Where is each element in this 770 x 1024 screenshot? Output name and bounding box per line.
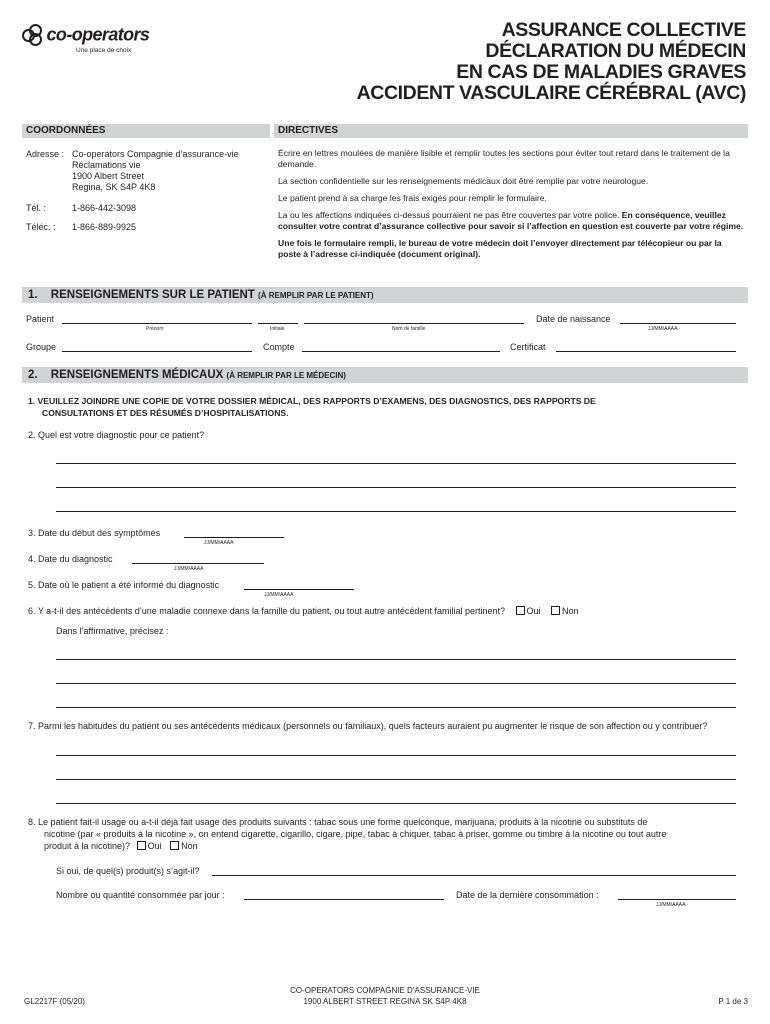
directives-header-text: DIRECTIVES (278, 125, 339, 136)
q8d-text: Si oui, de quel(s) produit(s) s’agit-il? (56, 866, 200, 876)
groupe-field[interactable] (62, 351, 252, 352)
q2-answer-line[interactable] (56, 463, 736, 464)
address-line: Réclamations vie (72, 160, 141, 170)
tel-value: 1-866-442-3098 (72, 203, 137, 213)
address-line: Co-operators Compagnie d’assurance-vie (72, 149, 239, 159)
q7-answer-line[interactable] (56, 755, 736, 756)
footer-street: 1900 ALBERT STREET REGINA SK S4P 4K8 (303, 997, 467, 1006)
title-line-1: ASSURANCE COLLECTIVE (501, 19, 746, 41)
prenom-hint: Prénom (146, 326, 164, 332)
section-2-number: 2. (28, 369, 38, 381)
q6-text (28, 606, 579, 616)
prenom-field[interactable] (62, 323, 252, 324)
directive-p4a: La ou les affections indiquées ci-dessus pourraient ne pas être couvertes par votre police. (278, 210, 620, 220)
q6-answer-line[interactable] (56, 683, 736, 684)
q2-text: 2. Quel est votre diagnostic pour ce patient? (28, 430, 205, 440)
address-block (72, 149, 239, 193)
q4-date-hint: JJ/MM/AAAA (174, 566, 204, 572)
q3-date-field[interactable] (184, 537, 284, 538)
q8e-answer-field[interactable] (244, 899, 444, 900)
tel-label: Tél. : (26, 203, 47, 213)
patient-label: Patient (26, 314, 55, 324)
directive-p1: Écrire en lettres moulées de manière lisible et remplir toutes les sections pour éviter tout retard dans le traitement de la demande. (278, 148, 730, 169)
q8d-answer-field[interactable] (212, 875, 736, 876)
directive-p4 (278, 210, 744, 232)
q8-oui-label: Oui (147, 841, 162, 851)
q7-answer-line[interactable] (56, 779, 736, 780)
directive-p5: Une fois le formulaire rempli, le bureau de votre médecin doit l’envoyer directement par télécopieur ou par la poste à l’adresse ci-indiquée (document original). (278, 238, 722, 259)
coords-header-text: COORDONNÉES (26, 125, 106, 136)
certificat-field[interactable] (556, 351, 736, 352)
section-2-title: RENSEIGNEMENTS MÉDICAUX (50, 369, 224, 381)
q1-line-2: CONSULTATIONS ET DES RÉSUMÉS D’HOSPITALISATIONS. (42, 408, 289, 418)
q2-answer-line[interactable] (56, 511, 736, 512)
q8-line-1: 8. Le patient fait-il usage ou a-t-il déjà fait usage des produits suivants : tabac sous une forme quelconque, marijuana, produits à la nicotine ou substituts de (28, 817, 648, 827)
section-1-subtitle: (À REMPLIR PAR LE PATIENT) (258, 291, 374, 300)
q5-date-hint: JJ/MM/AAAA (264, 592, 294, 598)
q8-text (28, 816, 748, 852)
footer-company: CO-OPERATORS COMPAGNIE D’ASSURANCE-VIE (290, 986, 480, 995)
groupe-label: Groupe (26, 342, 57, 352)
q8-oui-checkbox[interactable] (137, 841, 146, 850)
q8-line-2: nicotine (par « produits à la nicotine », on entend cigarette, cigarillo, cigare, pipe, tabac à chiquer, tabac à priser, gomme ou timbre à la nicotine ou tout autre (44, 829, 667, 839)
compte-label: Compte (263, 342, 295, 352)
section-1-title: RENSEIGNEMENTS SUR LE PATIENT (50, 289, 255, 301)
q8e-text: Nombre ou quantité consommée par jour : (56, 890, 225, 900)
address-label: Adresse : (26, 149, 65, 159)
title-line-2: DÉCLARATION DU MÉDECIN (485, 40, 746, 62)
q5-text: 5. Date où le patient a été informé du diagnostic (28, 580, 220, 590)
dob-hint: JJ/MM/AAAA (648, 326, 678, 332)
q4-text: 4. Date du diagnostic (28, 554, 113, 564)
q6-oui-checkbox[interactable] (516, 606, 525, 615)
q1-text (28, 395, 748, 419)
directive-p2: La section confidentielle sur les renseignements médicaux doit être remplie par votre neurologue. (278, 176, 649, 186)
form-title (357, 20, 746, 104)
address-line: 1900 Albert Street (72, 171, 145, 181)
section-1-number: 1. (28, 289, 38, 301)
q8f-text: Date de la dernière consommation : (456, 890, 599, 900)
page-number: P 1 de 3 (718, 997, 748, 1006)
section-1-header (22, 287, 748, 303)
logo-icon (22, 24, 44, 46)
section-2-subtitle: (À REMPLIR PAR LE MÉDECIN) (226, 371, 346, 380)
q3-text: 3. Date du début des symptômes (28, 528, 161, 538)
q6-oui-label: Oui (526, 606, 541, 616)
initiale-field[interactable] (258, 323, 298, 324)
q6-non-checkbox[interactable] (551, 606, 560, 615)
q6-question: 6. Y a-t-il des antécédents d’une maladie connexe dans la famille du patient, ou tout autre antécédent familial pertinent? (28, 606, 505, 616)
q8-non-label: Non (181, 841, 198, 851)
title-line-4: ACCIDENT VASCULAIRE CÉRÉBRAL (AVC) (356, 82, 746, 104)
q8-line-3 (28, 840, 748, 852)
logo-text: co-operators (46, 24, 150, 45)
q1-line-1: 1. VEUILLEZ JOINDRE UNE COPIE DE VOTRE DOSSIER MÉDICAL, DES RAPPORTS D’EXAMENS, DES DIAGNOSTICS, DES RAPPORTS DE (28, 396, 596, 406)
q8f-date-field[interactable] (618, 899, 736, 900)
dob-label: Date de naissance (536, 314, 611, 324)
nom-field[interactable] (304, 323, 524, 324)
fax-value: 1-866-889-9925 (72, 222, 137, 232)
directives-text (278, 148, 744, 266)
directive-p3: Le patient prend à sa charge les frais exigés pour remplir le formulaire. (278, 193, 547, 203)
directive-p4b: En conséquence, veuillez consulter votre contrat d’assurance collective pour savoir si l’affection en question est couverte par votre régime. (278, 210, 744, 231)
company-logo (22, 24, 150, 54)
q5-date-field[interactable] (244, 589, 354, 590)
q6b-text: Dans l’affirmative, précisez : (56, 626, 169, 636)
q3-date-hint: JJ/MM/AAAA (204, 540, 234, 546)
title-line-3: EN CAS DE MALADIES GRAVES (456, 61, 746, 83)
footer-address (0, 985, 770, 1007)
section-2-header (22, 367, 748, 383)
q7-text: 7. Parmi les habitudes du patient ou ses antécédents médicaux (personnels ou familiaux), quels facteurs auraient pu augmenter le risque de son affection ou y contribuer? (28, 721, 708, 731)
nom-hint: Nom de famille (392, 326, 426, 332)
fax-label: Téléc. : (26, 222, 56, 232)
dob-field[interactable] (620, 323, 736, 324)
initiale-hint: Initiale (270, 326, 285, 332)
logo-tagline: Une place de choix (76, 47, 132, 54)
q8-question-end: produit à la nicotine)? (44, 841, 131, 851)
q6-answer-line[interactable] (56, 707, 736, 708)
form-code: GL2217F (05/20) (24, 997, 85, 1006)
q2-answer-line[interactable] (56, 487, 736, 488)
certificat-label: Certificat (510, 342, 546, 352)
q6-non-label: Non (562, 606, 579, 616)
q4-date-field[interactable] (132, 563, 264, 564)
compte-field[interactable] (302, 351, 500, 352)
q8f-date-hint: JJ/MM/AAAA (656, 902, 686, 908)
q7-answer-line[interactable] (56, 803, 736, 804)
q8-non-checkbox[interactable] (170, 841, 179, 850)
coords-header (22, 124, 270, 138)
directives-header (274, 124, 748, 138)
q6-answer-line[interactable] (56, 659, 736, 660)
address-line: Regina, SK S4P 4K8 (72, 182, 156, 192)
